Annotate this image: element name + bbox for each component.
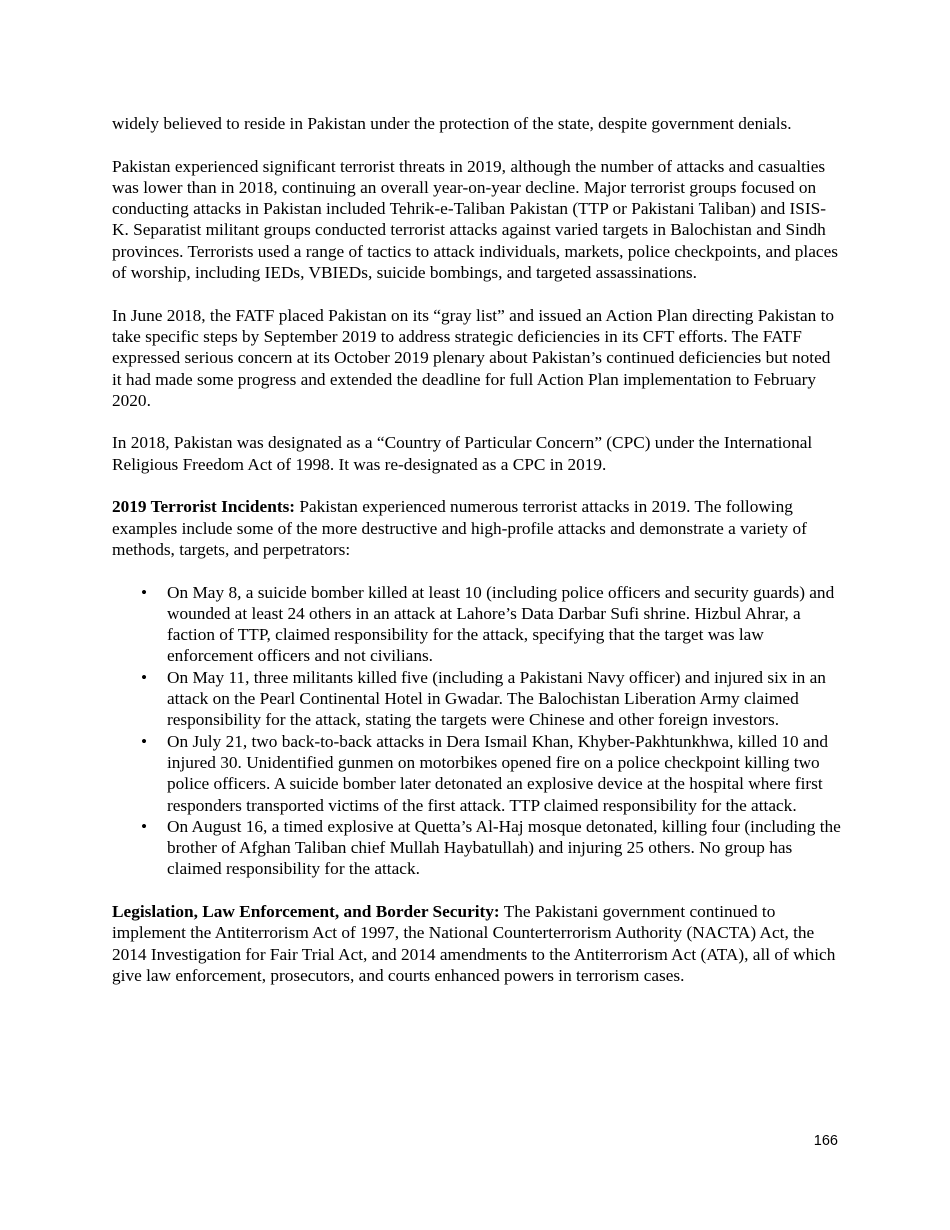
incident-item-july-21 — [112, 731, 842, 816]
page-number: 166 — [813, 1133, 838, 1149]
incident-item-august-16 — [112, 816, 842, 880]
incidents-heading: 2019 Terrorist Incidents: — [112, 497, 296, 517]
bullet-icon: • — [141, 731, 148, 751]
incident-list — [112, 582, 842, 880]
bullet-icon: • — [141, 816, 148, 836]
paragraph-fatf: In June 2018, the FATF placed Pakistan on its “gray list” and issued an Action Plan directing Pakistan to take specific steps by September 2019 to address strategic deficiencies in its CFT efforts. The FATF expressed serious concern at its October 2019 plenary about Pakistan’s continued deficiencies but noted it had made some progress and extended the deadline for full Action Plan implementation to February 2020. — [112, 305, 835, 410]
paragraph-terrorist-threats: Pakistan experienced significant terrorist threats in 2019, although the number of attacks and casualties was lower than in 2018, continuing an overall year-on-year decline. Major terrorist groups focused on conducting attacks in Pakistan included Tehrik-e-Taliban Pakistan (TTP or Pakistani Taliban) and ISIS-K. Separatist militant groups conducted terrorist attacks against varied targets in Balochistan and Sindh provinces. Terrorists used a range of tactics to attack individuals, markets, police checkpoints, and places of worship, including IEDs, VBIEDs, suicide bombings, and targeted assassinations. — [112, 156, 838, 283]
incident-text: On July 21, two back-to-back attacks in Dera Ismail Khan, Khyber-Pakhtunkhwa, killed 10 and injured 30. Unidentified gunmen on motorbikes opened fire on a police checkpoint killing two police officers. A suicide bomber later detonated an explosive device at the hospital where first responders transported victims of the first attack. TTP claimed responsibility for the attack. — [167, 731, 828, 815]
incidents-intro: Pakistan experienced numerous terrorist attacks in 2019. The following examples include some of the more destructive and high-profile attacks and demonstrate a variety of methods, targets, and perpetrators: — [112, 497, 807, 559]
legislation-section — [112, 901, 842, 986]
incident-text: On May 8, a suicide bomber killed at least 10 (including police officers and security guards) and wounded at least 24 others in an attack at Lahore’s Data Darbar Sufi shrine. Hizbul Ahrar, a faction of TTP, claimed responsibility for the attack, specifying that the target was law enforcement officers and not civilians. — [167, 582, 835, 666]
paragraph-continued: widely believed to reside in Pakistan under the protection of the state, despite government denials. — [112, 114, 792, 133]
document-page — [112, 113, 842, 1007]
bullet-icon: • — [141, 667, 148, 687]
incidents-section — [112, 496, 842, 560]
paragraph-cpc: In 2018, Pakistan was designated as a “Country of Particular Concern” (CPC) under the International Religious Freedom Act of 1998. It was re-designated as a CPC in 2019. — [112, 433, 813, 474]
legislation-text: The Pakistani government continued to implement the Antiterrorism Act of 1997, the National Counterterrorism Authority (NACTA) Act, the 2014 Investigation for Fair Trial Act, and 2014 amendments to the Antiterrorism Act (ATA), all of which give law enforcement, prosecutors, and courts enhanced powers in terrorism cases. — [112, 901, 836, 985]
incident-text: On August 16, a timed explosive at Quetta’s Al-Haj mosque detonated, killing four (including the brother of Afghan Taliban chief Mullah Haybatullah) and injuring 25 others. No group has claimed responsibility for the attack. — [167, 816, 841, 879]
incident-text: On May 11, three militants killed five (including a Pakistani Navy officer) and injured six in an attack on the Pearl Continental Hotel in Gwadar. The Balochistan Liberation Army claimed responsibility for the attack, stating the targets were Chinese and other foreign investors. — [167, 667, 826, 730]
bullet-icon: • — [141, 582, 148, 602]
incident-item-may-8 — [112, 582, 842, 667]
incident-item-may-11 — [112, 667, 842, 731]
legislation-heading: Legislation, Law Enforcement, and Border Security: — [112, 901, 500, 921]
